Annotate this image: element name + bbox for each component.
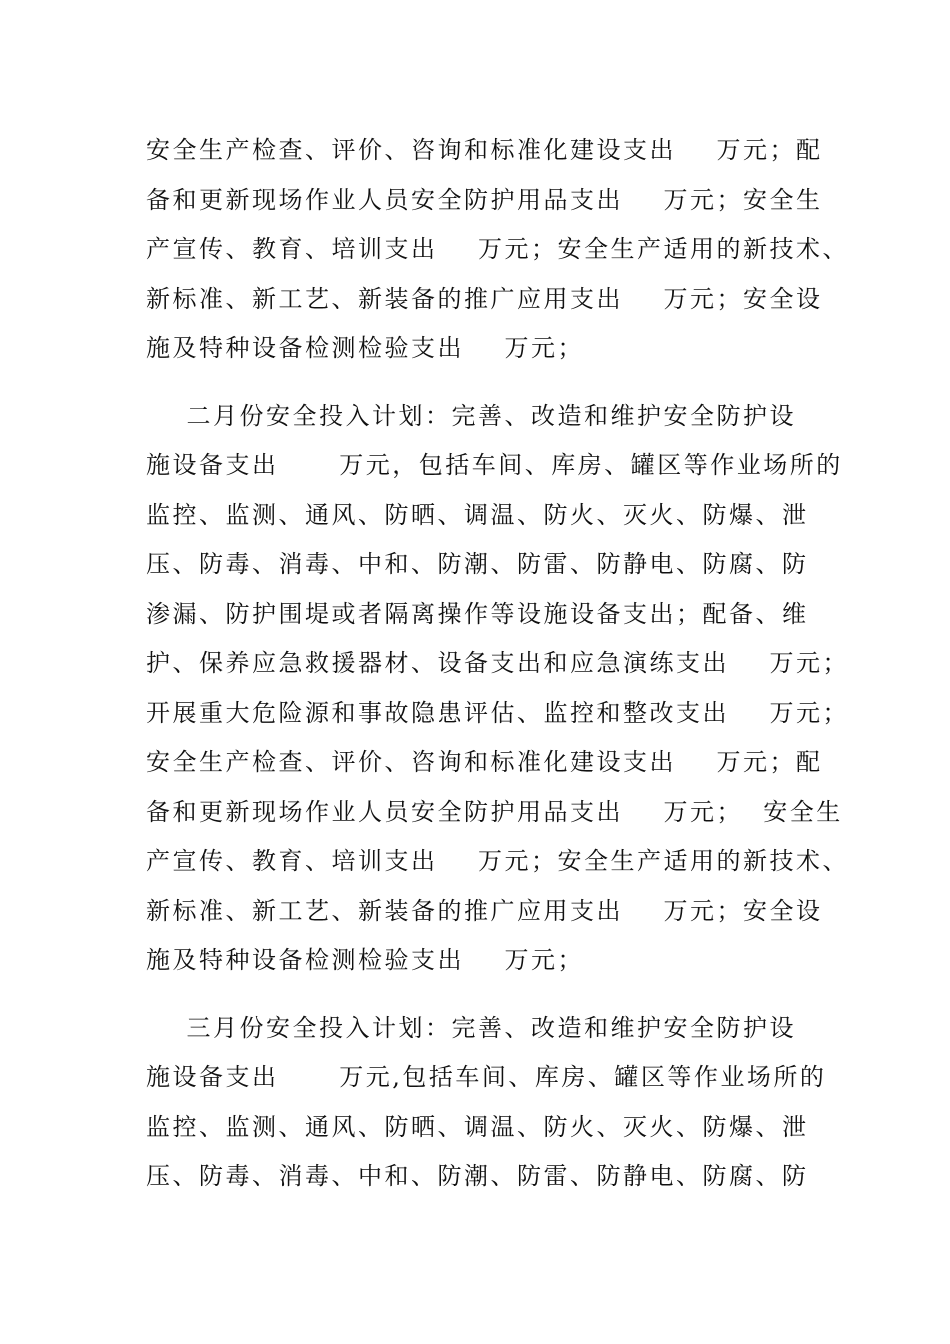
paragraph-line: 安全生产检查、评价、咨询和标准化建设支出 万元；配 xyxy=(146,136,823,164)
paragraph-line: 施设备支出 万元，包括车间、库房、罐区等作业场所的 xyxy=(146,451,843,479)
paragraph-line: 施设备支出 万元,包括车间、库房、罐区等作业场所的 xyxy=(146,1063,827,1091)
paragraph-line: 二月份安全投入计划：完善、改造和维护安全防护设 xyxy=(146,402,797,430)
paragraph-line: 监控、监测、通风、防晒、调温、防火、灭火、防爆、泄 xyxy=(146,501,809,529)
paragraph-line: 监控、监测、通风、防晒、调温、防火、灭火、防爆、泄 xyxy=(146,1113,809,1141)
paragraph-line: 三月份安全投入计划：完善、改造和维护安全防护设 xyxy=(146,1014,797,1042)
paragraph-line: 新标准、新工艺、新装备的推广应用支出 万元；安全设 xyxy=(146,285,823,313)
paragraph-line: 施及特种设备检测检验支出 万元； xyxy=(146,946,585,974)
paragraph-line: 产宣传、教育、培训支出 万元；安全生产适用的新技术、 xyxy=(146,235,850,263)
paragraph-line: 备和更新现场作业人员安全防护用品支出 万元；安全生 xyxy=(146,186,823,214)
paragraph-line: 新标准、新工艺、新装备的推广应用支出 万元；安全设 xyxy=(146,897,823,925)
paragraph-line: 备和更新现场作业人员安全防护用品支出 万元； 安全生 xyxy=(146,798,843,826)
paragraph-line: 产宣传、教育、培训支出 万元；安全生产适用的新技术、 xyxy=(146,847,850,875)
paragraph-line: 护、保养应急救援器材、设备支出和应急演练支出 万元； xyxy=(146,649,850,677)
paragraph-line: 施及特种设备检测检验支出 万元； xyxy=(146,334,585,362)
paragraph-line: 压、防毒、消毒、中和、防潮、防雷、防静电、防腐、防 xyxy=(146,550,809,578)
paragraph-line: 压、防毒、消毒、中和、防潮、防雷、防静电、防腐、防 xyxy=(146,1162,809,1190)
paragraph-line: 安全生产检查、评价、咨询和标准化建设支出 万元；配 xyxy=(146,748,823,776)
paragraph-line: 渗漏、防护围堤或者隔离操作等设施设备支出；配备、维 xyxy=(146,600,809,628)
paragraph-line: 开展重大危险源和事故隐患评估、监控和整改支出 万元； xyxy=(146,699,850,727)
